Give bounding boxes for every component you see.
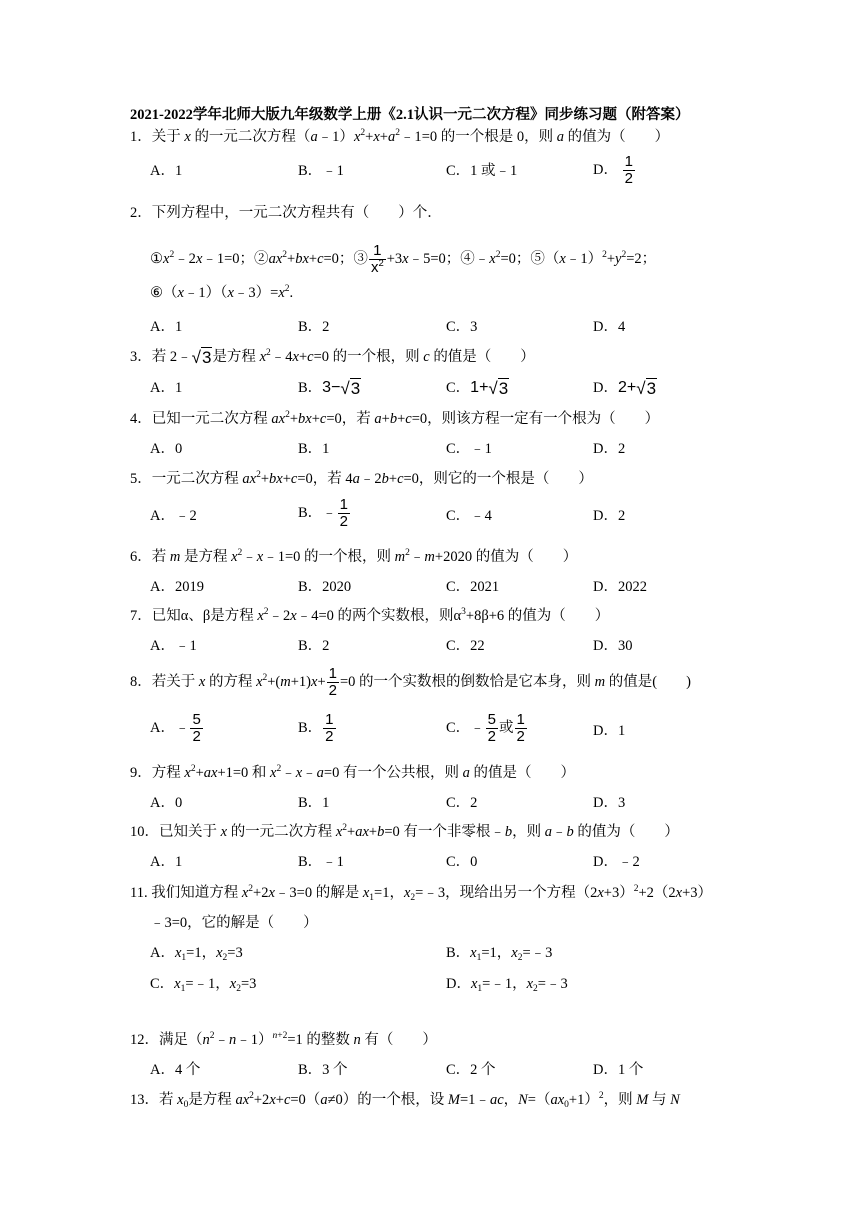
q10-option-b: B．﹣1 bbox=[298, 854, 344, 870]
question-4-stem: 4．已知一元二次方程 $ax^2+bx+c=0$，若 a+b+c=0，则该方程一定有一个根为（ ） bbox=[130, 410, 660, 427]
q2-equation-list-line2: $⑥(x﹣1)(x﹣3)=x^2$. bbox=[150, 284, 294, 301]
q9-option-a: A．0 bbox=[150, 795, 183, 811]
question-5-stem: 5．一元二次方程 $ax^2+bx+c=0$，若 4a﹣2b+c=0，则它的一个根是（ ） bbox=[130, 470, 593, 487]
question-8-stem: 8．若关于 x 的方程 $x^2+(m+1)x+$ $\frac{1}{2}$ =0 的一个实数根的倒数恰是它本身，则 m 的值是( ) bbox=[130, 665, 691, 699]
q5-option-b: B．﹣ $\frac{1}{2}$ bbox=[298, 496, 349, 530]
q4-option-a: A．0 bbox=[150, 441, 183, 457]
q4-option-d: D．2 bbox=[593, 441, 626, 457]
q9-option-b: B．1 bbox=[298, 795, 330, 811]
q5-option-a: A．﹣2 bbox=[150, 508, 197, 524]
q11-option-a: A．$x_1=1$，$x_2=3$ bbox=[150, 945, 243, 963]
q10-option-d: D．﹣2 bbox=[593, 854, 640, 870]
q6-option-b: B．2020 bbox=[298, 579, 352, 595]
question-7-stem: 7．已知α、β是方程 $x^2﹣2x﹣4=0$ 的两个实数根，则$\alpha^3+8\beta+6$ 的值为（ ） bbox=[130, 607, 610, 624]
q1-option-c: C．1 或﹣1 bbox=[446, 163, 518, 179]
question-13-stem: 13．若 $x_0$是方程 $ax^2+2x+c=0(a\ne 0)$的一个根，设 M=1﹣ac，$N=(ax_0+1)^2$，则 M 与 N bbox=[130, 1091, 680, 1110]
q10-option-a: A．1 bbox=[150, 854, 183, 870]
q2-option-d: D．4 bbox=[593, 319, 626, 335]
question-1-stem: 1．关于 x 的一元二次方程$(a﹣1)x^2+x+a^2﹣1=0$ 的一个根是 0，则 a 的值为（ ） bbox=[130, 128, 670, 145]
fraction-one-over-x-squared: $\frac{1}{x^2}$ bbox=[370, 242, 384, 276]
q8-option-c: C．﹣ $\frac{5}{2}$ 或 $\frac{1}{2}$ bbox=[446, 711, 525, 745]
q2-option-b: B．2 bbox=[298, 319, 330, 335]
q12-option-d: D．1 个 bbox=[593, 1062, 644, 1078]
q7-option-d: D．30 bbox=[593, 638, 633, 654]
q7-option-c: C．22 bbox=[446, 638, 485, 654]
q12-option-c: C．2 个 bbox=[446, 1062, 496, 1078]
q6-option-c: C．2021 bbox=[446, 579, 500, 595]
q8-option-d: D．1 bbox=[593, 723, 626, 739]
fraction-one-half: $\frac{1}{2}$ bbox=[624, 153, 633, 187]
q1-option-b: B．﹣1 bbox=[298, 163, 344, 179]
q3-option-a: A．1 bbox=[150, 380, 183, 396]
q2-option-a: A．1 bbox=[150, 319, 183, 335]
q11-option-c: C．$x_1=﹣1$，$x_2=3$ bbox=[150, 976, 257, 994]
q1-option-d: D． $\frac{1}{2}$ bbox=[593, 153, 633, 187]
question-3-stem: 3．若 2﹣√3是方程 $x^2﹣4x+c=0$ 的一个根，则 c 的值是（ ） bbox=[130, 348, 535, 367]
document-title: 2021-2022学年北师大版九年级数学上册《2.1认识一元二次方程》同步练习题（附答案） bbox=[130, 107, 690, 123]
q12-option-b: B．3 个 bbox=[298, 1062, 348, 1078]
q3-option-b: B．3−√3 bbox=[298, 379, 361, 398]
q4-option-c: C．﹣1 bbox=[446, 441, 492, 457]
q5-option-c: C．﹣4 bbox=[446, 508, 492, 524]
q9-option-c: C．2 bbox=[446, 795, 478, 811]
q8-option-b: B． $\frac{1}{2}$ bbox=[298, 711, 334, 745]
q11-option-b: B．$x_1=1$，$x_2=﹣3$ bbox=[446, 945, 553, 963]
question-10-stem: 10．已知关于 x 的一元二次方程 $x^2+ax+b=0$ 有一个非零根﹣b，则 a﹣b 的值为（ ） bbox=[130, 823, 679, 840]
q3-option-d: D．2+√3 bbox=[593, 379, 657, 398]
q10-option-c: C．0 bbox=[446, 854, 478, 870]
q9-option-d: D．3 bbox=[593, 795, 626, 811]
q4-option-b: B．1 bbox=[298, 441, 330, 457]
q7-option-b: B．2 bbox=[298, 638, 330, 654]
q2-equation-list-line1: $①x^2﹣2x﹣1=0$；$②ax^2+bx+c=0$；③ $\frac{1}{x^2}$ +3x﹣5=0；$④﹣x^2=0$；$⑤(x﹣1)^2+y^2=2$； bbox=[150, 242, 657, 276]
question-12-stem: 12．满足$(n^2﹣n﹣1)^{n+2}=1$ 的整数 n 有（ ） bbox=[130, 1031, 437, 1048]
q12-option-a: A．4 个 bbox=[150, 1062, 201, 1078]
question-11-stem-line2: ﹣3=0，它的解是（ ） bbox=[150, 915, 318, 931]
q7-option-a: A．﹣1 bbox=[150, 638, 197, 654]
question-9-stem: 9．方程 $x^2+ax+1=0$ 和 $x^2﹣x﹣a=0$ 有一个公共根，则 a 的值是（ ） bbox=[130, 764, 575, 781]
question-11-stem-line1: 11. 我们知道方程 $x^2+2x﹣3=0$ 的解是 $x_1=1$，$x_2=﹣3$，现给出另一个方程$(2x+3)^2+2(2x+3)$ bbox=[130, 884, 713, 903]
q11-option-d: D．$x_1=﹣1$，$x_2=﹣3$ bbox=[446, 976, 568, 994]
q3-option-c: C．1+√3 bbox=[446, 379, 509, 398]
q6-option-d: D．2022 bbox=[593, 579, 647, 595]
q2-option-c: C．3 bbox=[446, 319, 478, 335]
sqrt-3: √3 bbox=[191, 348, 212, 367]
question-2-stem: 2．下列方程中，一元二次方程共有（ ）个． bbox=[130, 205, 442, 221]
q6-option-a: A．2019 bbox=[150, 579, 204, 595]
q1-option-a: A．1 bbox=[150, 163, 183, 179]
q5-option-d: D．2 bbox=[593, 508, 626, 524]
question-6-stem: 6．若 m 是方程 $x^2﹣x﹣1=0$ 的一个根，则 $m^2﹣m+2020$ 的值为（ ） bbox=[130, 548, 578, 565]
q8-option-a: A．﹣ $\frac{5}{2}$ bbox=[150, 711, 201, 745]
